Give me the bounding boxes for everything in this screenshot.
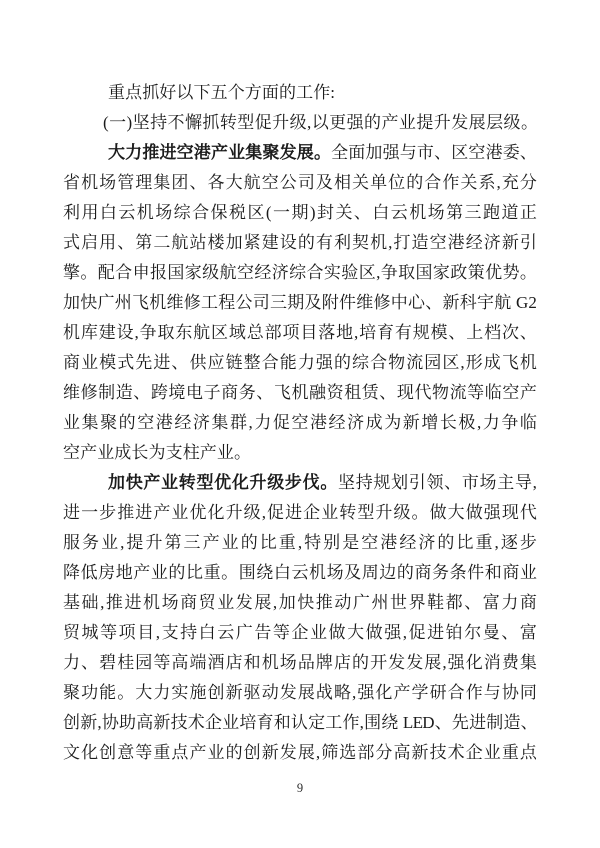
page-number: 9 bbox=[296, 781, 304, 795]
paragraph-heading: 加快产业转型优化升级步伐。 bbox=[108, 473, 339, 492]
text-line: 擎。配合申报国家级航空经济综合实验区,争取国家政策优势。 bbox=[63, 263, 537, 282]
text-line: 式启用、第二航站楼加紧建设的有利契机,打造空港经济新引 bbox=[63, 233, 537, 252]
section-heading: (一)坚持不懈抓转型促升级,以更强的产业提升发展层级。 bbox=[103, 113, 537, 132]
text-line: 贸城等项目,支持白云广告等企业做大做强,促进铂尔曼、富 bbox=[63, 623, 537, 642]
text-run: 坚持规划引领、市场主导, bbox=[338, 473, 537, 492]
intro-line: 重点抓好以下五个方面的工作: bbox=[108, 83, 336, 102]
text-line: 创新,协助高新技术企业培育和认定工作,围绕 LED、先进制造、 bbox=[63, 713, 537, 732]
text-run: 全面加强与市、区空港委、 bbox=[331, 143, 537, 162]
text-line: 力、碧桂园等高端酒店和机场品牌店的开发发展,强化消费集 bbox=[63, 653, 537, 672]
text-line bbox=[63, 138, 537, 168]
text-line: 业集聚的空港经济集群,力促空港经济成为新增长极,力争临 bbox=[63, 413, 537, 432]
text-line: 降低房地产业的比重。围绕白云机场及周边的商务条件和商业 bbox=[63, 563, 537, 582]
text-line: 空产业成长为支柱产业。 bbox=[63, 443, 252, 462]
text-line: 机库建设,争取东航区域总部项目落地,培育有规模、上档次、 bbox=[63, 323, 537, 342]
document-body bbox=[63, 78, 537, 768]
text-line: 服务业,提升第三产业的比重,特别是空港经济的比重,逐步 bbox=[63, 533, 537, 552]
text-line: 商业模式先进、供应链整合能力强的综合物流园区,形成飞机 bbox=[63, 353, 537, 372]
text-line: 加快广州飞机维修工程公司三期及附件维修中心、新科宇航 G2 bbox=[63, 293, 537, 312]
text-line: 省机场管理集团、各大航空公司及相关单位的合作关系,充分 bbox=[63, 173, 537, 192]
text-line: 进一步推进产业优化升级,促进企业转型升级。做大做强现代 bbox=[63, 503, 537, 522]
text-line: 文化创意等重点产业的创新发展,筛选部分高新技术企业重点 bbox=[63, 743, 537, 762]
text-line bbox=[63, 468, 537, 498]
text-line: 维修制造、跨境电子商务、飞机融资租赁、现代物流等临空产 bbox=[63, 383, 537, 402]
paragraph-heading: 大力推进空港产业集聚发展。 bbox=[108, 143, 332, 162]
text-line: 利用白云机场综合保税区(一期)封关、白云机场第三跑道正 bbox=[63, 203, 537, 222]
text-line: 基础,推进机场商贸业发展,加快推动广州世界鞋都、富力商 bbox=[63, 593, 537, 612]
text-line: 聚功能。大力实施创新驱动发展战略,强化产学研合作与协同 bbox=[63, 683, 537, 702]
